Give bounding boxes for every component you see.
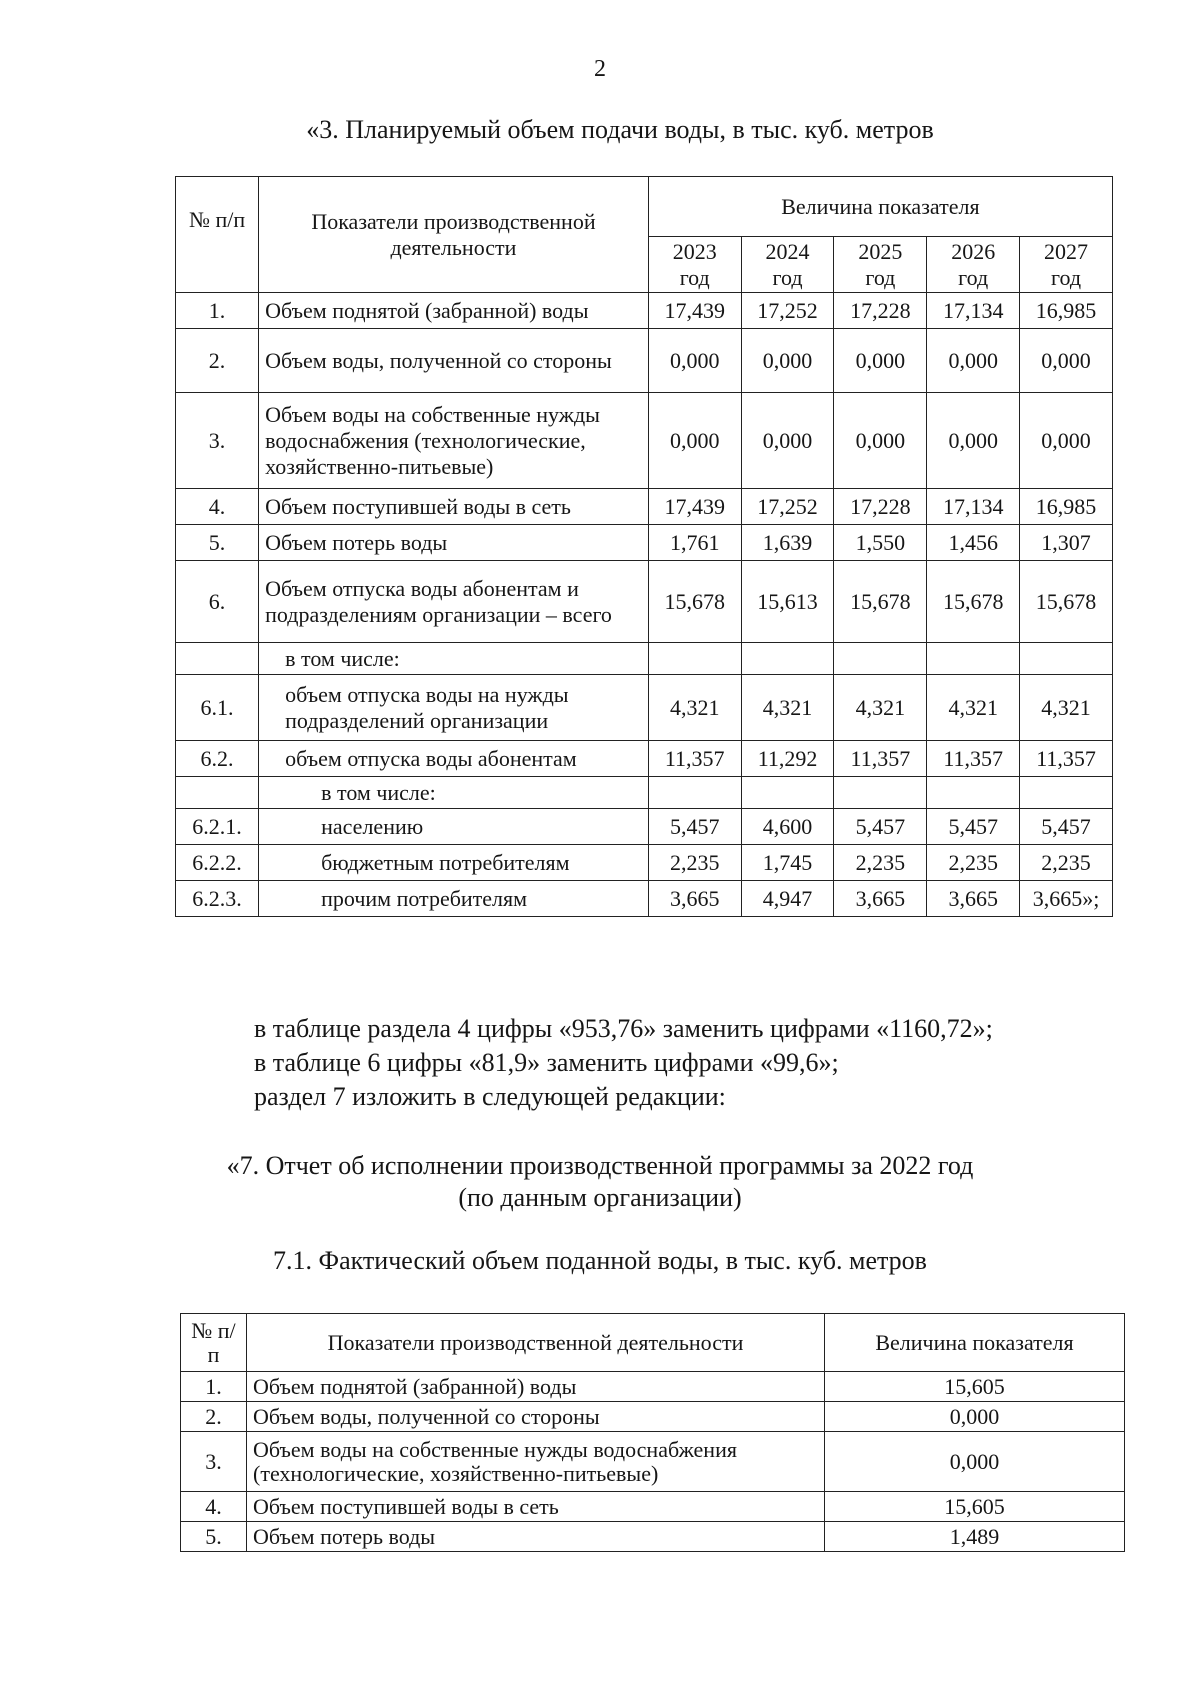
row-value: 4,600 bbox=[741, 809, 834, 845]
row-value: 2,235 bbox=[834, 845, 927, 881]
row-value: 11,357 bbox=[834, 741, 927, 777]
row-value: 15,605 bbox=[825, 1372, 1125, 1402]
row-value: 1,489 bbox=[825, 1522, 1125, 1552]
year-label: 2024 bbox=[765, 238, 810, 264]
row-value: 0,000 bbox=[1020, 393, 1113, 489]
header-year bbox=[741, 237, 834, 293]
row-value: 17,439 bbox=[648, 293, 741, 329]
amendment-line: раздел 7 изложить в следующей редакции: bbox=[254, 1082, 726, 1111]
row-number: 5. bbox=[181, 1522, 247, 1552]
row-value: 1,307 bbox=[1020, 525, 1113, 561]
row-value: 0,000 bbox=[834, 329, 927, 393]
year-unit: год bbox=[679, 264, 710, 290]
row-label: Объем поступившей воды в сеть bbox=[247, 1492, 825, 1522]
header-value: Величина показателя bbox=[648, 177, 1112, 237]
table-row bbox=[176, 643, 1113, 675]
row-label: в том числе: bbox=[259, 777, 649, 809]
row-value: 15,605 bbox=[825, 1492, 1125, 1522]
row-value: 17,439 bbox=[648, 489, 741, 525]
row-value: 0,000 bbox=[648, 329, 741, 393]
year-unit: год bbox=[958, 264, 989, 290]
row-value: 3,665»; bbox=[1020, 881, 1113, 917]
row-value bbox=[648, 643, 741, 675]
row-value: 11,357 bbox=[927, 741, 1020, 777]
row-value: 17,228 bbox=[834, 489, 927, 525]
row-value: 3,665 bbox=[834, 881, 927, 917]
table-row bbox=[181, 1372, 1125, 1402]
table1-title: «3. Планируемый объем подачи воды, в тыс. куб. метров bbox=[306, 115, 934, 144]
row-value: 0,000 bbox=[648, 393, 741, 489]
row-label: Объем воды на собственные нужды водоснабжения (технологические, хозяйственно-питьевые) bbox=[247, 1432, 825, 1492]
row-number: 1. bbox=[181, 1372, 247, 1402]
row-value bbox=[741, 643, 834, 675]
page-number: 2 bbox=[594, 56, 606, 82]
table-row bbox=[176, 489, 1113, 525]
row-value bbox=[741, 777, 834, 809]
actual-water-volume-table bbox=[180, 1313, 1125, 1552]
header-indicators: Показатели производственной деятельности bbox=[259, 177, 649, 293]
row-value: 1,550 bbox=[834, 525, 927, 561]
row-label: Объем поднятой (забранной) воды bbox=[247, 1372, 825, 1402]
row-value: 4,321 bbox=[834, 675, 927, 741]
year-unit: год bbox=[1051, 264, 1082, 290]
row-value: 15,678 bbox=[648, 561, 741, 643]
header-value: Величина показателя bbox=[825, 1314, 1125, 1372]
row-number: 3. bbox=[176, 393, 259, 489]
table-row bbox=[176, 329, 1113, 393]
row-value bbox=[927, 643, 1020, 675]
section7-title-line2: (по данным организации) bbox=[458, 1183, 742, 1212]
year-unit: год bbox=[865, 264, 896, 290]
row-value: 4,321 bbox=[648, 675, 741, 741]
row-value: 0,000 bbox=[927, 393, 1020, 489]
row-value: 2,235 bbox=[1020, 845, 1113, 881]
row-number: 4. bbox=[176, 489, 259, 525]
table2-title: 7.1. Фактический объем поданной воды, в тыс. куб. метров bbox=[273, 1246, 927, 1275]
row-number: 4. bbox=[181, 1492, 247, 1522]
row-number: 2. bbox=[176, 329, 259, 393]
year-label: 2026 bbox=[951, 238, 996, 264]
row-number: 1. bbox=[176, 293, 259, 329]
row-value: 4,321 bbox=[741, 675, 834, 741]
amendment-text bbox=[254, 1012, 993, 1114]
row-number bbox=[176, 777, 259, 809]
row-value: 4,947 bbox=[741, 881, 834, 917]
row-value: 15,613 bbox=[741, 561, 834, 643]
header-year bbox=[648, 237, 741, 293]
header-num: № п/п bbox=[176, 177, 259, 293]
row-number: 5. bbox=[176, 525, 259, 561]
table-row bbox=[176, 881, 1113, 917]
row-value: 5,457 bbox=[1020, 809, 1113, 845]
year-unit: год bbox=[772, 264, 803, 290]
row-value: 5,457 bbox=[648, 809, 741, 845]
row-number: 6. bbox=[176, 561, 259, 643]
table-row bbox=[176, 393, 1113, 489]
table-row bbox=[181, 1522, 1125, 1552]
row-value: 11,292 bbox=[741, 741, 834, 777]
table-row bbox=[181, 1432, 1125, 1492]
row-number: 6.2.1. bbox=[176, 809, 259, 845]
table-row bbox=[176, 741, 1113, 777]
row-number: 6.1. bbox=[176, 675, 259, 741]
row-value bbox=[1020, 643, 1113, 675]
amendment-line: в таблице раздела 4 цифры «953,76» заменить цифрами «1160,72»; bbox=[254, 1014, 993, 1043]
table-row bbox=[176, 845, 1113, 881]
row-value: 17,252 bbox=[741, 293, 834, 329]
row-label: населению bbox=[259, 809, 649, 845]
row-value: 17,252 bbox=[741, 489, 834, 525]
row-value: 2,235 bbox=[927, 845, 1020, 881]
row-value: 17,228 bbox=[834, 293, 927, 329]
row-label: в том числе: bbox=[259, 643, 649, 675]
planned-water-volume-table bbox=[175, 176, 1113, 917]
table-row bbox=[176, 293, 1113, 329]
row-label: Объем поступившей воды в сеть bbox=[259, 489, 649, 525]
row-label: Объем отпуска воды абонентам и подразделениям организации – всего bbox=[259, 561, 649, 643]
row-value: 0,000 bbox=[741, 329, 834, 393]
row-value: 16,985 bbox=[1020, 489, 1113, 525]
row-value: 1,456 bbox=[927, 525, 1020, 561]
table-row bbox=[181, 1492, 1125, 1522]
row-label: объем отпуска воды абонентам bbox=[259, 741, 649, 777]
table-row bbox=[176, 525, 1113, 561]
header-year bbox=[927, 237, 1020, 293]
row-label: Объем потерь воды bbox=[259, 525, 649, 561]
row-label: Объем поднятой (забранной) воды bbox=[259, 293, 649, 329]
row-value: 15,678 bbox=[927, 561, 1020, 643]
table-row bbox=[181, 1402, 1125, 1432]
row-value bbox=[648, 777, 741, 809]
table-row bbox=[176, 809, 1113, 845]
row-value: 1,639 bbox=[741, 525, 834, 561]
row-value bbox=[927, 777, 1020, 809]
row-value: 4,321 bbox=[1020, 675, 1113, 741]
row-value: 16,985 bbox=[1020, 293, 1113, 329]
table-row bbox=[176, 777, 1113, 809]
year-label: 2023 bbox=[672, 238, 717, 264]
table-row bbox=[176, 675, 1113, 741]
row-value: 17,134 bbox=[927, 293, 1020, 329]
row-value: 2,235 bbox=[648, 845, 741, 881]
row-value: 11,357 bbox=[648, 741, 741, 777]
row-number bbox=[176, 643, 259, 675]
row-value: 3,665 bbox=[648, 881, 741, 917]
row-label: Объем воды на собственные нужды водоснабжения (технологические, хозяйственно-питьевые) bbox=[259, 393, 649, 489]
row-value: 11,357 bbox=[1020, 741, 1113, 777]
row-label: прочим потребителям bbox=[259, 881, 649, 917]
row-number: 3. bbox=[181, 1432, 247, 1492]
row-value: 15,678 bbox=[834, 561, 927, 643]
row-value bbox=[834, 643, 927, 675]
year-label: 2027 bbox=[1044, 238, 1089, 264]
row-label: Объем воды, полученной со стороны bbox=[259, 329, 649, 393]
row-value: 5,457 bbox=[834, 809, 927, 845]
row-value: 0,000 bbox=[741, 393, 834, 489]
section7-title bbox=[0, 1150, 1200, 1214]
year-label: 2025 bbox=[858, 238, 903, 264]
row-value: 4,321 bbox=[927, 675, 1020, 741]
row-value: 5,457 bbox=[927, 809, 1020, 845]
row-value: 15,678 bbox=[1020, 561, 1113, 643]
row-value: 0,000 bbox=[927, 329, 1020, 393]
row-value: 1,761 bbox=[648, 525, 741, 561]
amendment-line: в таблице 6 цифры «81,9» заменить цифрами «99,6»; bbox=[254, 1048, 839, 1077]
row-number: 6.2.2. bbox=[176, 845, 259, 881]
row-number: 2. bbox=[181, 1402, 247, 1432]
section7-title-line1: «7. Отчет об исполнении производственной программы за 2022 год bbox=[226, 1151, 974, 1180]
header-year bbox=[1020, 237, 1113, 293]
header-year bbox=[834, 237, 927, 293]
row-value: 1,745 bbox=[741, 845, 834, 881]
header-indicators: Показатели производственной деятельности bbox=[247, 1314, 825, 1372]
row-number: 6.2. bbox=[176, 741, 259, 777]
header-num: № п/п bbox=[181, 1314, 247, 1372]
row-number: 6.2.3. bbox=[176, 881, 259, 917]
row-value: 0,000 bbox=[1020, 329, 1113, 393]
row-value: 0,000 bbox=[825, 1432, 1125, 1492]
row-label: бюджетным потребителям bbox=[259, 845, 649, 881]
row-value: 0,000 bbox=[834, 393, 927, 489]
row-value: 3,665 bbox=[927, 881, 1020, 917]
row-label: объем отпуска воды на нужды подразделений организации bbox=[259, 675, 649, 741]
row-value: 0,000 bbox=[825, 1402, 1125, 1432]
row-label: Объем потерь воды bbox=[247, 1522, 825, 1552]
row-label: Объем воды, полученной со стороны bbox=[247, 1402, 825, 1432]
row-value bbox=[1020, 777, 1113, 809]
row-value: 17,134 bbox=[927, 489, 1020, 525]
table-row bbox=[176, 561, 1113, 643]
row-value bbox=[834, 777, 927, 809]
